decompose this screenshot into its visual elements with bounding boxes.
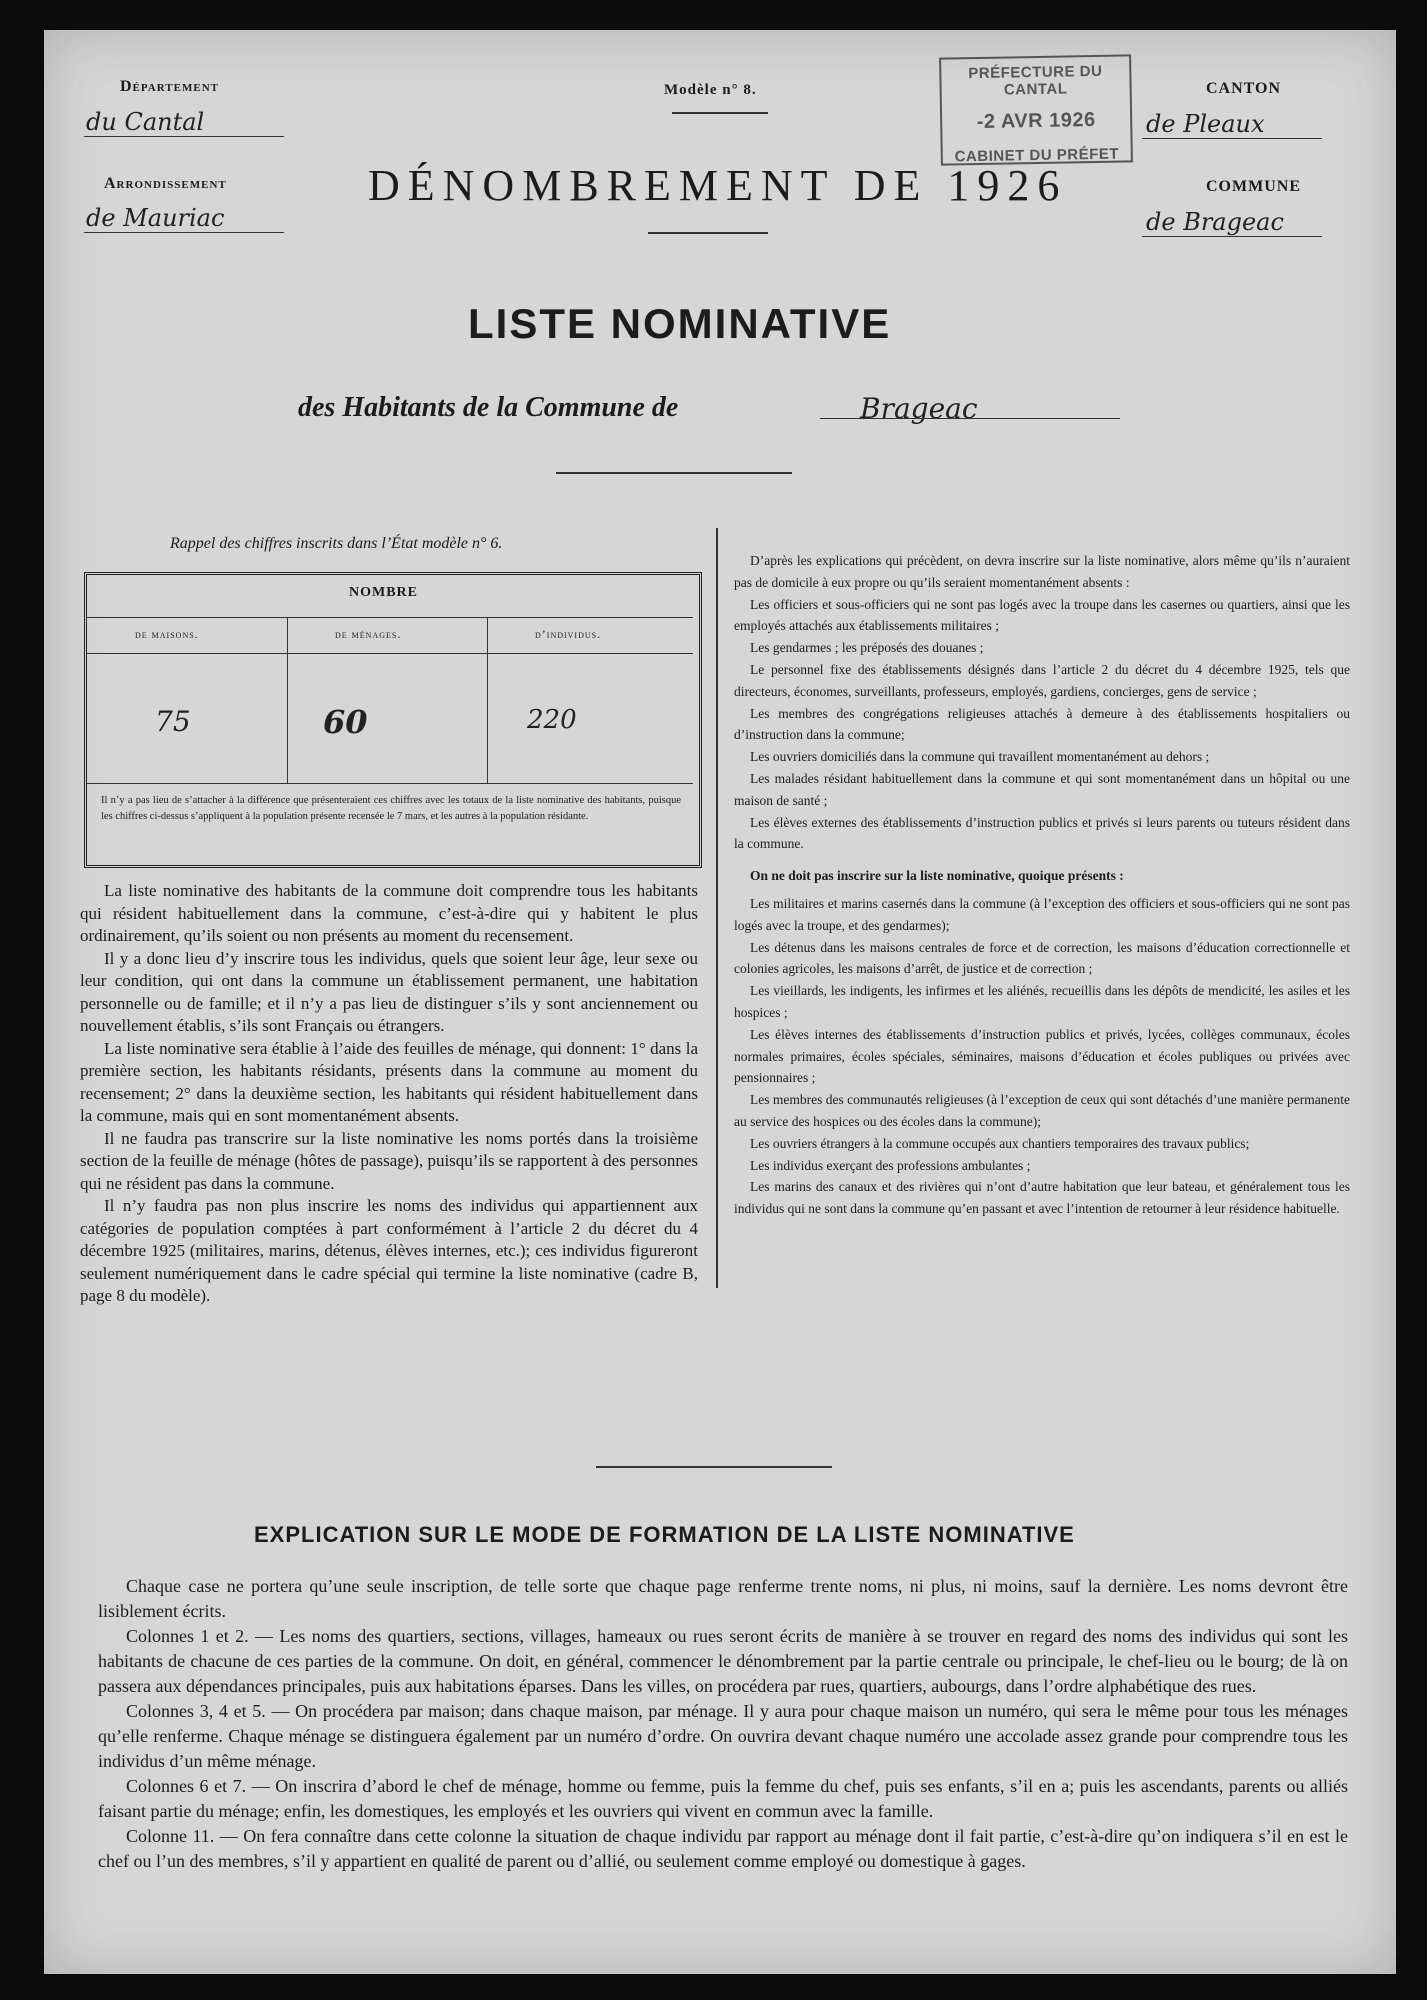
- val-maisons: 75: [155, 705, 191, 738]
- right-paragraph: Les marins des canaux et des rivières qui n’ont d’autre habitation que leur bateau, et généralement tous les individus qui ne sont dans la commune qu’en passant et avec l’intention de retourner à leur résidence habituelle.: [734, 1179, 1350, 1217]
- right-paragraph: Les élèves externes des établissements d’instruction publics et privés si leurs parents ou tuteurs résident dans la commune.: [734, 814, 1350, 852]
- right-paragraph: Les malades résidant habituellement dans la commune et qui sont momentanément dans un hôpital ou une maison de santé ;: [734, 770, 1350, 808]
- val-individus: 220: [527, 705, 577, 735]
- col-divider-2: [487, 617, 488, 783]
- col-menages-header: de ménages.: [335, 627, 402, 641]
- commune-underline: [1142, 236, 1322, 237]
- nombre-header: NOMBRE: [349, 585, 418, 600]
- commune-label: COMMUNE: [1206, 178, 1301, 195]
- page-title: DÉNOMBREMENT DE 1926: [368, 161, 1068, 210]
- val-menages: 60: [323, 703, 368, 741]
- departement-value: du Cantal: [86, 108, 205, 136]
- right-paragraph: Les ouvriers étrangers à la commune occupés aux chantiers temporaires des travaux publics;: [750, 1135, 1250, 1151]
- col-header-rule: [87, 653, 693, 654]
- explication-paragraph: Colonne 11. — On fera connaître dans cette colonne la situation de chaque individu par rapport au ménage dont il fait partie, c’est-à-dire qu’on indiquera s’il en est le chef ou l’un des membres, s’il y appartient en qualité de parent ou d’allié, ou seulement comme employé ou domestique à gages.: [98, 1826, 1348, 1871]
- col-divider-1: [287, 617, 288, 783]
- right-paragraph: D’après les explications qui précèdent, on devra inscrire sur la liste nominative, alors même qu’ils n’auraient pas de domicile à eux propre ou qu’ils seraient momentanément absents :: [734, 553, 1350, 590]
- subtitle: des Habitants de la Commune de: [298, 392, 679, 423]
- modele-number: Modèle n° 8.: [664, 82, 757, 98]
- canton-label: CANTON: [1206, 80, 1282, 97]
- left-paragraph: Il y a donc lieu d’y inscrire tous les individus, quels que soient leur âge, leur sexe ou leur condition, qui ont dans la commune un établissement permanent, une habitation personnelle ou de famille; et il n’y a pas lieu de distinguer s’ils y sont anciennement ou nouvellement établis, s’ils sont Français ou étrangers.: [80, 948, 698, 1035]
- stamp-line2: -2 AVR 1926: [976, 108, 1096, 134]
- nombre-note: Il n’y a pas lieu de s’attacher à la différence que présenteraient ces chiffres avec les totaux de la liste nominative des habitants, puisque les chiffres ci-dessus s’appliquent à la population présente recensée le 7 mars, et les autres à la population résidante.: [101, 795, 681, 822]
- section-ornament: [556, 472, 792, 474]
- right-subheading: On ne doit pas inscrire sur la liste nominative, quoique présents :: [750, 868, 1124, 884]
- explication-ornament: [596, 1466, 832, 1468]
- col-individus-header: d’individus.: [535, 627, 602, 641]
- right-paragraph: Les détenus dans les maisons centrales de force et de correction, les maisons d’éducation correctionnelle et colonies agricoles, les maisons d’arrêt, de justice et de correction ;: [734, 939, 1350, 977]
- stamp-line3: CABINET DU PRÉFET: [954, 145, 1120, 166]
- explication-body: [98, 1574, 1348, 1874]
- explication-paragraph: Colonnes 1 et 2. — Les noms des quartiers, sections, villages, hameaux ou rues seront écrits de manière à se trouver en regard des noms des individus qui sont les habitants de chacune de ces parties de la commune. On doit, en général, commencer le dénombrement par la partie centrale ou principale, le chef-lieu ou le bourg; de là on passera aux dépendances principales, puis aux habitations éparses. Dans les villes, on procédera par rues, quartiers, aubourgs, dans l’ordre alphabétique des rues.: [98, 1626, 1348, 1696]
- explication-title: EXPLICATION SUR LE MODE DE FORMATION DE LA LISTE NOMINATIVE: [254, 1522, 1075, 1547]
- left-paragraph: La liste nominative sera établie à l’aide des feuilles de ménage, qui donnent: 1° dans la première section, les habitants résidants, présents dans la commune au moment du recensement; 2° dans la deuxième section, les habitants qui résident habituellement dans la commune, mais qui en sont momentanément absents.: [80, 1038, 698, 1125]
- left-paragraph: La liste nominative des habitants de la commune doit comprendre tous les habitants qui résident habituellement dans la commune, c’est-à-dire qui y habitent le plus ordinairement, qu’ils soient ou non présents au moment du recensement.: [80, 881, 698, 945]
- right-paragraph: Les militaires et marins casernés dans la commune (à l’exception des officiers et sous-officiers qui ne sont pas logés avec la troupe, et des gendarmes);: [734, 895, 1350, 933]
- right-paragraph: Les gendarmes ; les préposés des douanes ;: [750, 640, 984, 656]
- right-instructions: [734, 550, 1350, 1220]
- arrondissement-label: Arrondissement: [104, 175, 227, 192]
- explication-paragraph: Chaque case ne portera qu’une seule inscription, de telle sorte que chaque page renferme trente noms, ni plus, ni moins, sauf la dernière. Les noms devront être lisiblement écrits.: [98, 1576, 1348, 1621]
- nombre-table: [84, 572, 702, 868]
- arrondissement-value: de Mauriac: [86, 204, 225, 232]
- title-ornament: [648, 232, 768, 234]
- right-paragraph: Les officiers et sous-officiers qui ne sont pas logés avec la troupe dans les casernes ou quartiers, ainsi que les employés attachés aux établissements militaires ;: [734, 596, 1350, 634]
- explication-paragraph: Colonnes 3, 4 et 5. — On procédera par maison; dans chaque maison, par ménage. Il y aura pour chaque maison un numéro, qui sera le même pour tous les ménages qu’elle renferme. Chaque ménage se distinguera également par un numéro d’ordre. On ouvrira devant chaque numéro une accolade assez grande pour comprendre tous les individus d’un même ménage.: [98, 1701, 1348, 1771]
- stamp-line1: PRÉFECTURE DU CANTAL: [968, 62, 1103, 99]
- note-rule: [87, 783, 693, 784]
- arrondissement-underline: [84, 232, 284, 233]
- nombre-header-rule: [87, 617, 693, 618]
- left-paragraph: Il ne faudra pas transcrire sur la liste nominative les noms portés dans la troisième section de la feuille de ménage (hôtes de passage), puisqu’ils se rapportent à des personnes qui ne résident pas dans la commune.: [80, 1128, 698, 1193]
- right-paragraph: Les membres des congrégations religieuses attachés à demeure à des établissements hospitaliers ou d’instruction dans la commune;: [734, 705, 1350, 743]
- explication-paragraph: Colonnes 6 et 7. — On inscrira d’abord le chef de ménage, homme ou femme, puis la femme du chef, puis ses enfants, s’il en a; puis les ascendants, parents ou alliés faisant partie du ménage; enfin, les domestiques, les employés et les ouvriers qui vivent en commun avec la famille.: [98, 1776, 1348, 1821]
- liste-title: LISTE NOMINATIVE: [468, 300, 892, 347]
- right-paragraph: Les vieillards, les indigents, les infirmes et les aliénés, recueillis dans les dépôts de mendicité, les asiles et les hospices ;: [734, 983, 1350, 1020]
- right-paragraph: Les élèves internes des établissements d’instruction publics et privés, lycées, collèges communaux, écoles normales primaires, écoles spéciales, séminaires, maisons d’éducation et écoles publiques ou privées avec pensionnaires ;: [734, 1026, 1350, 1086]
- column-divider: [716, 528, 718, 1288]
- commune-value: de Brageac: [1146, 208, 1284, 236]
- canton-value: de Pleaux: [1146, 110, 1265, 138]
- subtitle-commune: Brageac: [860, 392, 978, 425]
- rappel-caption: Rappel des chiffres inscrits dans l’État modèle n° 6.: [170, 535, 503, 552]
- right-paragraph: Les ouvriers domiciliés dans la commune qui travaillent momentanément au dehors ;: [750, 749, 1210, 765]
- departement-underline: [84, 136, 284, 137]
- canton-underline: [1142, 138, 1322, 139]
- prefecture-stamp: [939, 54, 1133, 165]
- departement-label: Département: [120, 78, 219, 95]
- right-paragraph: Les membres des communautés religieuses (à l’exception de ceux qui sont détachés d’une manière permanente au service des hospices ou des écoles dans la commune);: [734, 1092, 1350, 1129]
- modele-ornament: [672, 112, 768, 114]
- col-maisons-header: de maisons.: [135, 627, 199, 641]
- left-paragraph: Il n’y faudra pas non plus inscrire les noms des individus qui appartiennent aux catégories de population comptées à part conformément à l’article 2 du décret du 4 décembre 1925 (militaires, marins, détenus, élèves internes, etc.); ces individus figureront seulement numériquement dans le cadre spécial qui termine la liste nominative (cadre B, page 8 du modèle).: [80, 1196, 698, 1305]
- right-paragraph: Le personnel fixe des établissements désignés dans l’article 2 du décret du 4 décembre 1925, tels que directeurs, économes, surveillants, professeurs, employés, gardiens, concierges, gens de service ;: [734, 661, 1350, 699]
- subtitle-underline: [820, 418, 1120, 419]
- right-paragraph: Les individus exerçant des professions ambulantes ;: [750, 1157, 1031, 1173]
- left-instructions: [80, 880, 698, 1308]
